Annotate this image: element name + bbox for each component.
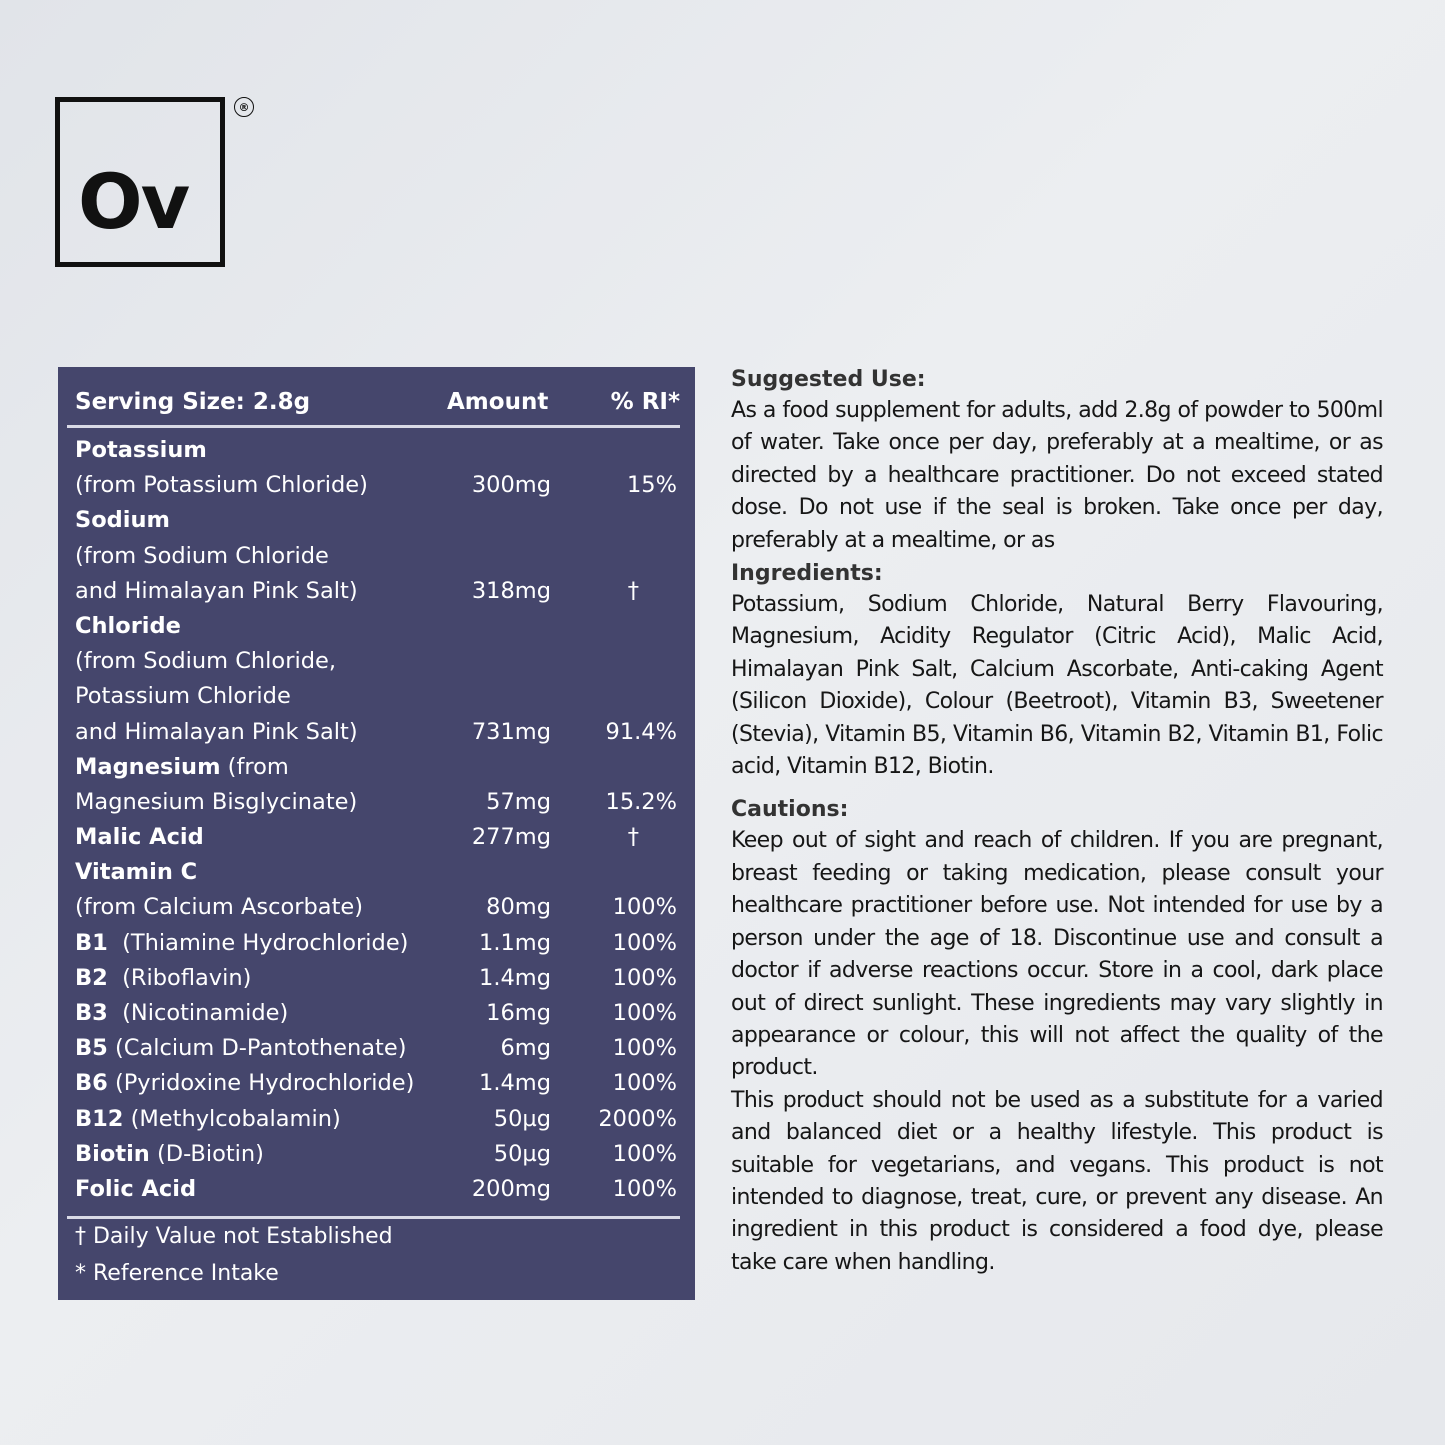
nutrient-ri-percent: 100%	[612, 964, 677, 991]
nutrient-name-bold: Vitamin C	[75, 859, 198, 886]
nutrient-name-detail: (Riboflavin)	[107, 964, 252, 991]
nutrient-ri-percent: 100%	[612, 894, 677, 921]
nutrient-amount: 731mg	[471, 718, 551, 745]
nutrient-amount: 1.1mg	[479, 929, 551, 956]
nutrient-row	[75, 574, 677, 609]
nutrient-ri-percent: 15.2%	[605, 788, 677, 815]
nutrient-name-bold: B1	[75, 929, 108, 956]
nutrient-row	[75, 1172, 677, 1207]
nutrient-name-detail: and Himalayan Pink Salt)	[75, 718, 358, 745]
nutrient-amount: 50µg	[493, 1140, 551, 1167]
nutrient-amount: 300mg	[471, 472, 551, 499]
nutrient-row	[75, 644, 677, 679]
nutrient-name-bold: Potassium	[75, 437, 207, 463]
nutrient-row	[75, 1031, 677, 1066]
nutrient-name-bold: Malic Acid	[75, 824, 204, 851]
nutrient-ri-percent: †	[627, 577, 639, 604]
nutrient-ri-percent: 100%	[612, 1035, 677, 1062]
suggested-use-text: As a food supplement for adults, add 2.8g of powder to 500ml of water. Take once per day, preferably at a mealtime, or as directed by a healthcare practitioner. Do not exceed stated dose. Do not use if the seal is broken. Take once per day, preferably at a mealtime, or as	[731, 398, 1383, 553]
serving-size-label: Serving Size: 2.8g	[75, 389, 311, 415]
nutrient-row	[75, 961, 677, 996]
nutrient-amount: 50µg	[493, 1105, 551, 1132]
nutrient-ri-percent: 15%	[626, 472, 677, 499]
nutrient-row	[75, 503, 677, 538]
cautions-text: Keep out of sight and reach of children. If you are pregnant, breast feeding or taking medication, please consult your healthcare practitioner before use. Not intended for use by a person under the age of 18. Discontinue use and consult a doctor if adverse reactions occur. Store in a cool, dark place out of direct sunlight. These ingredients may vary slightly in appearance or colour, this will not affect the quality of the product.	[731, 828, 1383, 1081]
nutrient-ri-percent: †	[627, 824, 639, 851]
nutrient-name-bold: Biotin	[75, 1140, 150, 1167]
nutrient-name-bold: Folic Acid	[75, 1175, 197, 1202]
header-divider	[67, 425, 680, 428]
nutrient-name	[75, 503, 170, 538]
ingredients-title: Ingredients:	[731, 561, 883, 587]
nutrient-name	[75, 715, 358, 750]
nutrient-amount: 57mg	[486, 788, 551, 815]
facts-header	[75, 389, 680, 419]
nutrient-row	[75, 1066, 677, 1101]
nutrient-name	[75, 890, 363, 925]
nutrient-name	[75, 750, 289, 785]
nutrient-name	[75, 609, 181, 644]
nutrient-row	[75, 820, 677, 855]
product-info	[731, 365, 1383, 1279]
nutrient-name-bold: Chloride	[75, 612, 181, 639]
nutrient-row	[75, 715, 677, 750]
nutrient-name	[75, 468, 368, 503]
nutrient-name	[75, 961, 251, 996]
nutrient-name	[75, 785, 357, 820]
footnote-daily-value: † Daily Value not Established	[75, 1224, 393, 1249]
nutrient-ri-percent: 91.4%	[605, 718, 677, 745]
nutrient-amount: 80mg	[486, 894, 551, 921]
nutrient-name	[75, 539, 329, 574]
cautions-title: Cautions:	[731, 797, 849, 823]
nutrient-amount: 1.4mg	[479, 1070, 551, 1097]
nutrient-name	[75, 1031, 407, 1066]
nutrient-ri-percent: 100%	[612, 1070, 677, 1097]
footnote-reference-intake: * Reference Intake	[75, 1261, 279, 1286]
cautions-text-continued: This product should not be used as a substitute for a varied and balanced diet or a healthy lifestyle. This product is suitable for vegetarians, and vegans. This product is not intended to diagnose, treat, cure, or prevent any disease. An ingredient in this product is considered a food dye, please take care when handling.	[731, 1087, 1383, 1275]
nutrient-name-detail: (from Calcium Ascorbate)	[75, 894, 364, 921]
nutrient-row	[75, 1137, 677, 1172]
nutrient-name-bold: B12	[75, 1105, 124, 1132]
nutrient-name-detail: Potassium Chloride	[75, 683, 291, 710]
nutrient-name	[75, 574, 358, 609]
nutrient-row	[75, 855, 677, 890]
registered-mark: ®	[234, 97, 254, 117]
nutrient-name	[75, 1137, 264, 1172]
nutrient-ri-percent: 100%	[612, 1140, 677, 1167]
nutrient-name-detail: (from Potassium Chloride)	[75, 472, 368, 499]
nutrient-row	[75, 1102, 677, 1137]
nutrient-name-detail: (Calcium D-Pantothenate)	[107, 1035, 407, 1062]
nutrient-name-bold: B6	[75, 1070, 108, 1097]
ingredients-text: Potassium, Sodium Chloride, Natural Berry Flavouring, Magnesium, Acidity Regulator (Citric Acid), Malic Acid, Himalayan Pink Salt, Calcium Ascorbate, Anti-caking Agent (Silicon Dioxide), Colour (Beetroot), Vitamin B3, Sweetener (Stevia), Vitamin B5, Vitamin B6, Vitamin B2, Vitamin B1, Folic acid, Vitamin B12, Biotin.	[731, 592, 1383, 780]
nutrient-rows	[75, 433, 677, 1207]
nutrient-name	[75, 1066, 414, 1101]
nutrient-amount: 277mg	[471, 824, 551, 851]
suggested-use-title: Suggested Use:	[731, 367, 926, 392]
nutrient-name	[75, 820, 204, 855]
nutrient-name	[75, 1172, 196, 1207]
nutrient-name-detail: and Himalayan Pink Salt)	[75, 577, 358, 604]
nutrient-name-detail: (D-Biotin)	[149, 1140, 264, 1167]
nutrient-amount: 200mg	[471, 1175, 551, 1202]
nutrient-row	[75, 679, 677, 714]
nutrient-ri-percent: 2000%	[598, 1105, 677, 1132]
nutrient-name	[75, 644, 336, 679]
nutrient-name-detail: Magnesium Bisglycinate)	[75, 788, 358, 815]
nutrient-name-detail: (Pyridoxine Hydrochloride)	[107, 1070, 415, 1097]
footer-divider	[67, 1216, 680, 1219]
nutrient-name	[75, 679, 291, 714]
nutrient-name-bold: B3	[75, 1000, 108, 1026]
nutrient-name-bold: Magnesium	[75, 753, 221, 780]
nutrient-row	[75, 609, 677, 644]
nutrient-name-detail: (Thiamine Hydrochloride)	[107, 929, 409, 956]
nutrient-row	[75, 996, 677, 1031]
supplement-facts-panel	[58, 367, 695, 1300]
nutrient-name-detail: (Methylcobalamin)	[123, 1105, 341, 1132]
nutrient-row	[75, 433, 677, 468]
logo-text: Ov	[78, 157, 189, 246]
nutrient-name-detail: (from Sodium Chloride,	[75, 648, 336, 675]
ri-column-header: % RI*	[610, 389, 680, 415]
nutrient-row	[75, 890, 677, 925]
nutrient-amount: 16mg	[486, 1000, 551, 1026]
amount-column-header: Amount	[447, 389, 549, 415]
nutrient-name-detail: (from Sodium Chloride	[75, 542, 329, 569]
nutrient-name	[75, 996, 288, 1031]
nutrient-row	[75, 750, 677, 785]
nutrient-row	[75, 539, 677, 574]
nutrient-ri-percent: 100%	[612, 1000, 677, 1026]
nutrient-name-bold: B5	[75, 1035, 108, 1062]
nutrient-name	[75, 855, 197, 890]
nutrient-amount: 6mg	[500, 1035, 551, 1062]
nutrient-name-detail: (Nicotinamide)	[107, 1000, 289, 1026]
nutrient-name	[75, 1102, 341, 1137]
brand-logo	[55, 97, 225, 267]
nutrient-row	[75, 785, 677, 820]
nutrient-name	[75, 433, 207, 468]
nutrient-ri-percent: 100%	[612, 929, 677, 956]
nutrient-ri-percent: 100%	[612, 1175, 677, 1202]
nutrient-row	[75, 468, 677, 503]
nutrient-name-bold: Sodium	[75, 507, 170, 534]
nutrient-name-detail: (from	[220, 753, 289, 780]
nutrient-name	[75, 926, 408, 961]
nutrient-row	[75, 926, 677, 961]
nutrient-amount: 1.4mg	[479, 964, 551, 991]
nutrient-name-bold: B2	[75, 964, 108, 991]
nutrient-amount: 318mg	[471, 577, 551, 604]
